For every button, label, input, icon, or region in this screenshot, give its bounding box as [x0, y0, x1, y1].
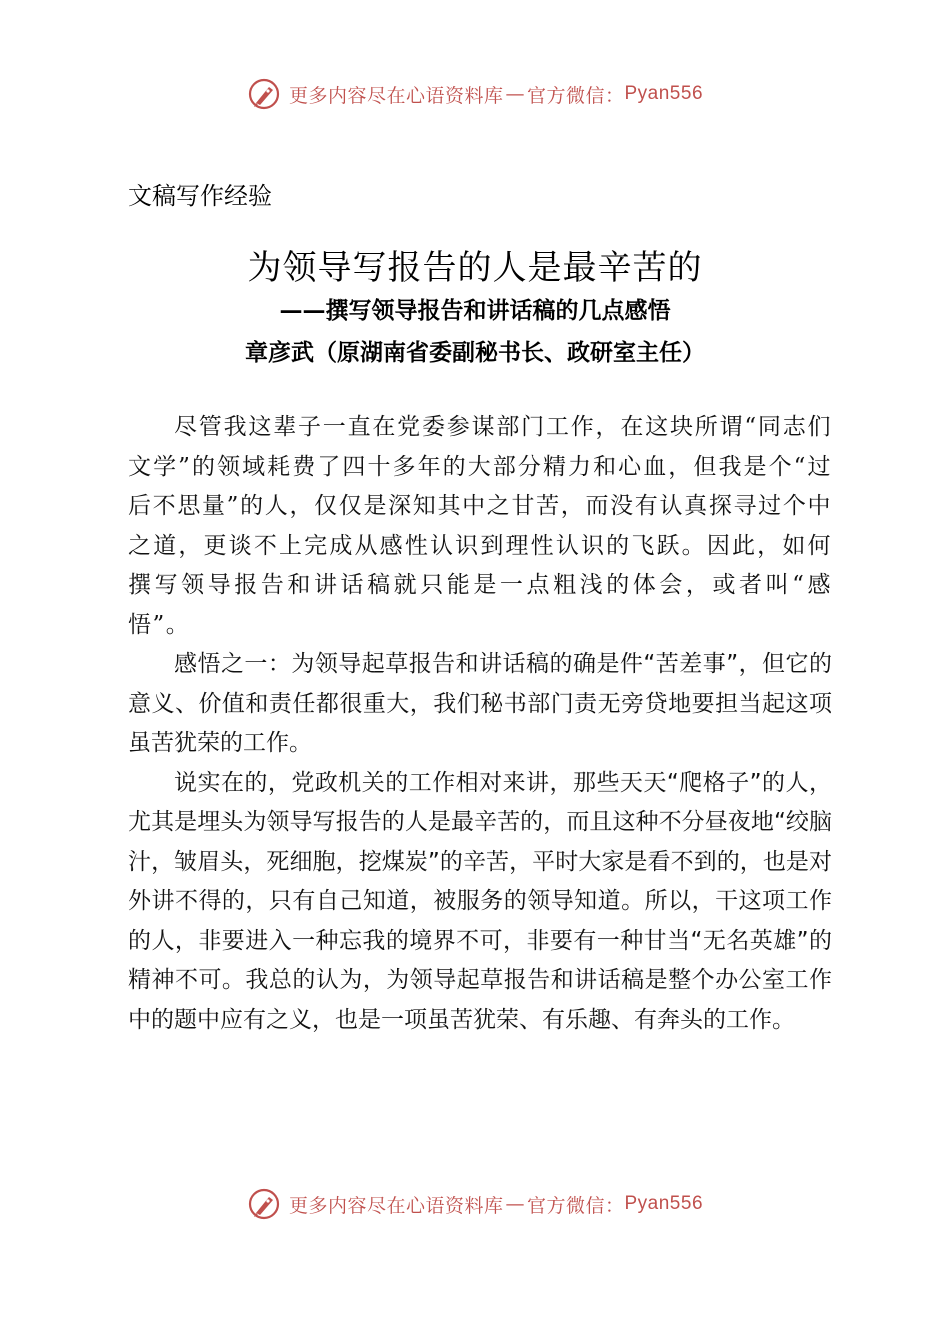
- document-category: 文稿写作经验: [128, 182, 272, 210]
- banner-separator: —: [505, 83, 525, 105]
- banner-wechat-id: Pyan556: [624, 1193, 704, 1214]
- banner-label: 官方微信：: [526, 1194, 625, 1217]
- pen-nib-logo-icon: [247, 77, 281, 111]
- pen-nib-logo-icon: [247, 1187, 281, 1221]
- paragraph-insight-one: 感悟之一：为领导起草报告和讲话稿的确是件“苦差事”，但它的意义、价值和责任都很重大，我们秘书部门责无旁贷地要担当起这项虽苦犹荣的工作。: [128, 651, 832, 756]
- banner-wechat-id: Pyan556: [624, 83, 704, 104]
- banner-text: 更多内容尽在心语资料库: [288, 84, 504, 107]
- document-body: [128, 408, 832, 1040]
- paragraph-explanation: 说实在的，党政机关的工作相对来讲，那些天天“爬格子”的人，尤其是埋头为领导写报告的人是最辛苦的，而且这种不分昼夜地“绞脑汁，皱眉头，死细胞，挖煤炭”的辛苦，平时大家是看不到的，也是对外讲不得的，只有自己知道，被服务的领导知道。所以，干这项工作的人，非要进入一种忘我的境界不可，非要有一种甘当“无名英雄”的精神不可。我总的认为，为领导起草报告和讲话稿是整个办公室工作中的题中应有之义，也是一项虽苦犹荣、有乐趣、有奔头的工作。: [128, 769, 832, 1033]
- header-watermark-banner: [0, 70, 950, 118]
- document-author: 章彦武（原湖南省委副秘书长、政研室主任）: [245, 339, 705, 366]
- document-title: 为领导写报告的人是最辛苦的: [247, 248, 703, 288]
- banner-label: 官方微信：: [526, 84, 625, 107]
- banner-separator: —: [505, 1193, 525, 1215]
- footer-watermark-banner: [0, 1180, 950, 1228]
- document-subtitle: ——撰写领导报告和讲话稿的几点感悟: [279, 297, 671, 324]
- banner-text: 更多内容尽在心语资料库: [288, 1194, 504, 1217]
- paragraph-intro: 尽管我这辈子一直在党委参谋部门工作，在这块所谓“同志们文学”的领域耗费了四十多年的大部分精力和心血，但我是个“过后不思量”的人，仅仅是深知其中之甘苦，而没有认真探寻过个中之道，更谈不上完成从感性认识到理性认识的飞跃。因此，如何撰写领导报告和讲话稿就只能是一点粗浅的体会，或者叫“感悟”。: [128, 414, 832, 638]
